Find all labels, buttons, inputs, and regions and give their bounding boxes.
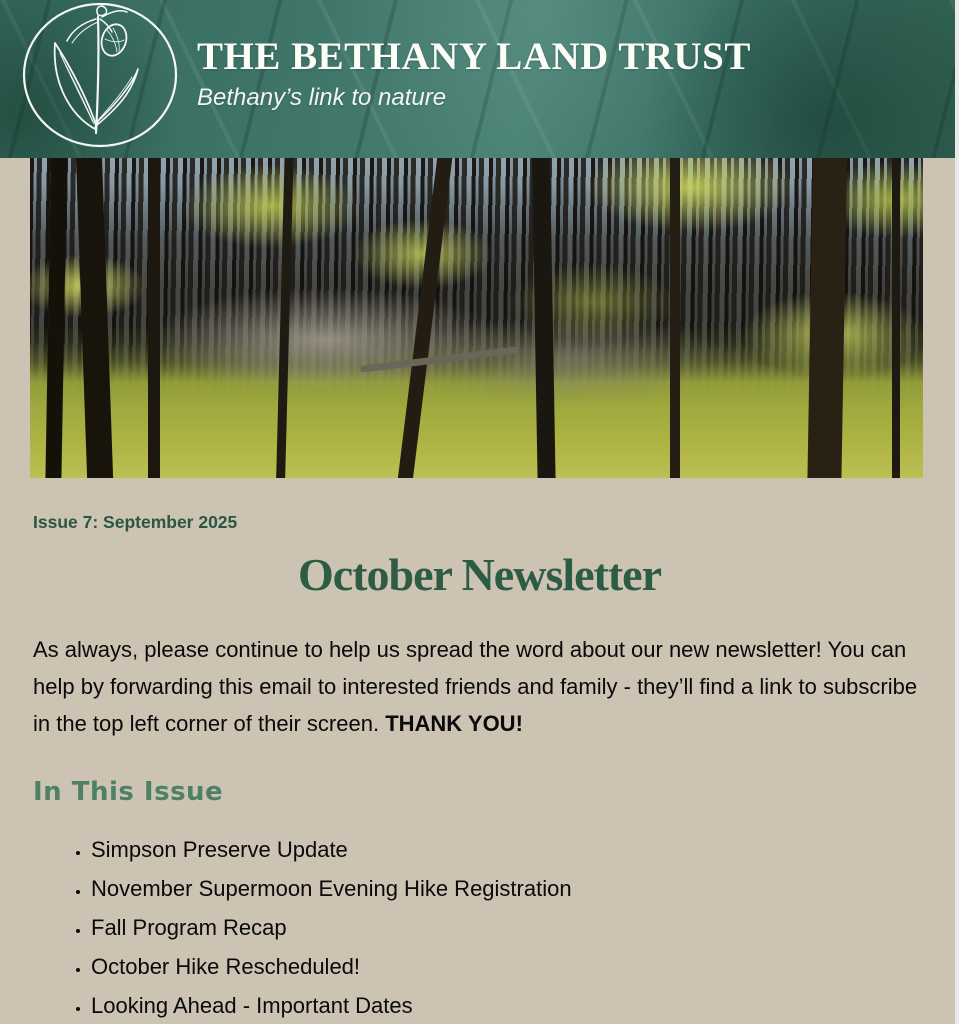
newsletter-body	[0, 510, 959, 1020]
header-banner	[0, 0, 959, 158]
tree-trunk	[807, 158, 847, 478]
list-item: • October Hike Rescheduled!	[91, 953, 926, 981]
fallen-log	[360, 346, 520, 372]
tree-trunk	[532, 158, 556, 478]
tree-trunk	[892, 158, 900, 478]
tree-trunk	[148, 158, 160, 478]
tree-trunk	[394, 158, 453, 478]
tree-trunk	[670, 158, 680, 478]
issue-label: Issue 7: September 2025	[33, 512, 238, 532]
newsletter-title: October Newsletter	[297, 549, 662, 600]
list-item: • Simpson Preserve Update	[91, 836, 926, 864]
tree-trunk	[275, 158, 293, 478]
intro-thank-you: THANK YOU!	[385, 711, 523, 736]
intro-paragraph	[33, 631, 926, 742]
tree-trunk	[76, 158, 114, 478]
org-tagline: Bethany’s link to nature	[197, 84, 447, 111]
list-item: • Fall Program Recap	[91, 914, 926, 942]
in-this-issue-heading: In This Issue	[33, 777, 224, 807]
window-edge	[955, 0, 959, 1024]
table-of-contents	[33, 836, 926, 1020]
list-item: • Looking Ahead - Important Dates	[91, 992, 926, 1020]
org-name: THE BETHANY LAND TRUST	[197, 35, 751, 78]
tree-trunk	[45, 158, 67, 478]
intro-text: As always, please continue to help us spread the word about our new newsletter! You can help by forwarding this email to interested friends and family - they’ll find a link to subscribe in the top left corner of their screen.	[33, 637, 918, 736]
hero-forest-photo	[30, 158, 923, 478]
ladys-slipper-orchid-logo-icon	[20, 1, 180, 151]
list-item: • November Supermoon Evening Hike Registration	[91, 875, 926, 903]
